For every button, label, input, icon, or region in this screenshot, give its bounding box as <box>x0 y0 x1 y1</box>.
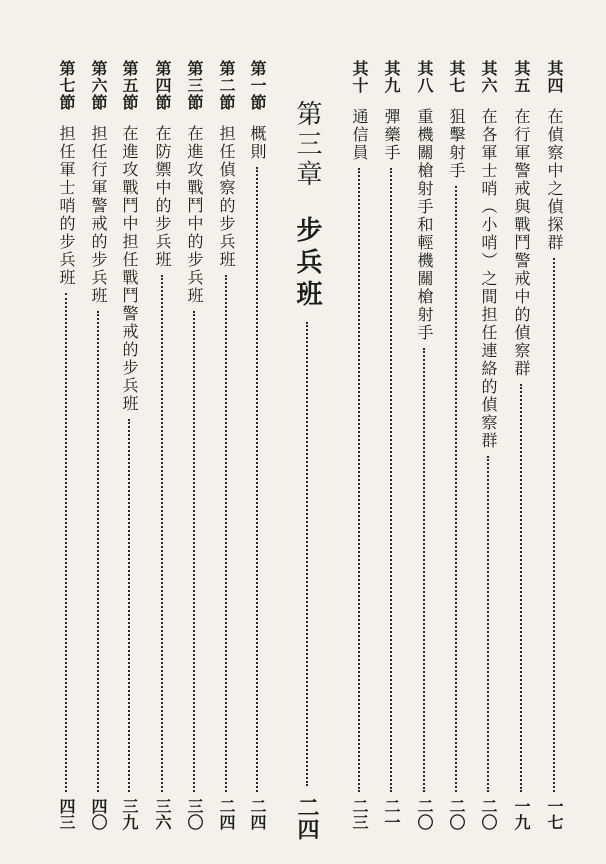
entry-title: 在偵察中之偵探群 <box>545 108 564 252</box>
dot-leader <box>193 311 195 792</box>
dot-leader <box>553 258 555 792</box>
entry-title: 担任行軍警戒的步兵班 <box>89 125 108 305</box>
entry-title: 在行軍警戒與戰鬥警戒中的偵察群 <box>512 108 531 378</box>
toc-entry[interactable] <box>540 60 568 830</box>
dot-leader <box>161 275 163 792</box>
entry-title: 在防禦中的步兵班 <box>153 125 172 269</box>
toc-entry[interactable] <box>442 60 470 830</box>
entry-page: 四三 <box>57 798 76 830</box>
chapter-label: 第三章 <box>292 100 322 190</box>
dot-leader <box>225 275 227 792</box>
entry-label: 其四 <box>545 60 564 94</box>
chapter-heading[interactable] <box>287 100 327 840</box>
entry-page: 一九 <box>512 798 531 830</box>
entry-page: 二〇 <box>415 798 434 830</box>
entry-label: 其九 <box>382 60 401 94</box>
dot-leader <box>306 322 308 786</box>
entry-title: 狙擊射手 <box>447 108 466 180</box>
entry-label: 第三節 <box>185 60 204 111</box>
chapter-page: 二四 <box>294 796 320 840</box>
dot-leader <box>423 348 425 792</box>
entry-title: 通信員 <box>350 108 369 162</box>
entry-page: 一七 <box>545 798 564 830</box>
toc-entry[interactable] <box>180 60 208 830</box>
dot-leader <box>455 186 457 792</box>
toc-entry[interactable] <box>345 60 373 830</box>
entry-page: 三〇 <box>185 798 204 830</box>
entry-label: 其十 <box>350 60 369 94</box>
dot-leader <box>128 419 130 792</box>
dot-leader <box>358 168 360 792</box>
entry-label: 第六節 <box>89 60 108 111</box>
entry-page: 四〇 <box>89 798 108 830</box>
entry-page: 二四 <box>217 798 236 830</box>
toc-entry[interactable] <box>148 60 176 830</box>
toc-entry[interactable] <box>507 60 535 830</box>
dot-leader <box>520 384 522 792</box>
toc-entry[interactable] <box>474 60 502 830</box>
entry-label: 第四節 <box>153 60 172 111</box>
entry-page: 二三 <box>350 798 369 830</box>
entry-page: 三九 <box>120 798 139 830</box>
entry-label: 第二節 <box>217 60 236 111</box>
entry-label: 其五 <box>512 60 531 94</box>
chapter-title: 步兵班 <box>292 216 322 312</box>
entry-title: 担任偵察的步兵班 <box>217 125 236 269</box>
entry-label: 其八 <box>415 60 434 94</box>
entry-label: 第五節 <box>120 60 139 111</box>
toc-entry[interactable] <box>243 60 271 830</box>
dot-leader <box>487 456 489 792</box>
entry-title: 在進攻戰鬥中担任戰鬥警戒的步兵班 <box>120 125 139 413</box>
dot-leader <box>390 168 392 792</box>
entry-page: 二〇 <box>447 798 466 830</box>
entry-title: 概則 <box>248 125 267 161</box>
entry-label: 第七節 <box>57 60 76 111</box>
entry-title: 重機關槍射手和輕機關槍射手 <box>415 108 434 342</box>
toc-entry[interactable] <box>410 60 438 830</box>
dot-leader <box>65 293 67 792</box>
entry-page: 二〇 <box>479 798 498 830</box>
toc-entry[interactable] <box>52 60 80 830</box>
dot-leader <box>97 311 99 792</box>
toc-entry[interactable] <box>377 60 405 830</box>
toc-entry[interactable] <box>212 60 240 830</box>
toc-entry[interactable] <box>84 60 112 830</box>
entry-title: 担任軍士哨的步兵班 <box>57 125 76 287</box>
entry-title: 在各軍士哨（小哨）之間担任連絡的偵察群 <box>479 108 498 450</box>
entry-label: 其七 <box>447 60 466 94</box>
entry-page: 二四 <box>248 798 267 830</box>
entry-title: 彈藥手 <box>382 108 401 162</box>
dot-leader <box>256 167 258 792</box>
entry-page: 二一 <box>382 798 401 830</box>
toc-entry[interactable] <box>115 60 143 830</box>
entry-label: 第一節 <box>248 60 267 111</box>
entry-title: 在進攻戰鬥中的步兵班 <box>185 125 204 305</box>
entry-label: 其六 <box>479 60 498 94</box>
entry-page: 三六 <box>153 798 172 830</box>
